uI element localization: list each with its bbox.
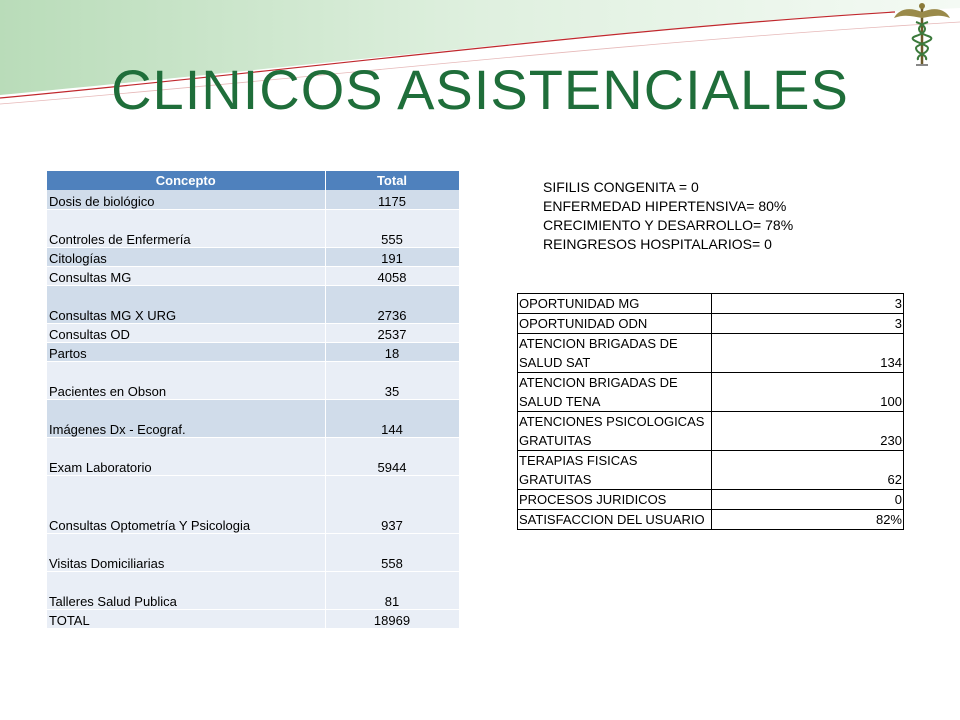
concepto-cell: Consultas MG bbox=[47, 266, 325, 285]
concepto-cell: Consultas OD bbox=[47, 323, 325, 342]
concepto-cell: Exam Laboratorio bbox=[47, 437, 325, 475]
table-row bbox=[47, 475, 459, 533]
column-header-total: Total bbox=[325, 171, 459, 190]
table-row bbox=[47, 361, 459, 399]
total-cell: 35 bbox=[325, 361, 459, 399]
note-line: CRECIMIENTO Y DESARROLLO= 78% bbox=[543, 217, 794, 233]
indicator-label: ATENCIONES PSICOLOGICAS GRATUITAS bbox=[518, 412, 712, 451]
services-table bbox=[47, 171, 460, 629]
table-row bbox=[518, 314, 904, 334]
total-cell: 18 bbox=[325, 342, 459, 361]
column-header-concepto: Concepto bbox=[47, 171, 325, 190]
concepto-cell: Consultas MG X URG bbox=[47, 285, 325, 323]
total-cell: 2537 bbox=[325, 323, 459, 342]
indicator-value: 0 bbox=[712, 490, 904, 510]
indicator-value: 230 bbox=[712, 412, 904, 451]
indicator-value: 134 bbox=[712, 334, 904, 373]
note-line: REINGRESOS HOSPITALARIOS= 0 bbox=[543, 236, 772, 252]
indicator-label: SATISFACCION DEL USUARIO bbox=[518, 510, 712, 530]
table-row bbox=[47, 571, 459, 609]
table-row bbox=[47, 190, 459, 209]
table-row bbox=[47, 266, 459, 285]
table-row bbox=[518, 510, 904, 530]
concepto-cell: Visitas Domiciliarias bbox=[47, 533, 325, 571]
page-title: CLINICOS ASISTENCIALES bbox=[111, 58, 849, 121]
table-row bbox=[47, 247, 459, 266]
table-header-row bbox=[47, 171, 459, 190]
concepto-cell: TOTAL bbox=[47, 609, 325, 628]
total-cell: 4058 bbox=[325, 266, 459, 285]
note-line: ENFERMEDAD HIPERTENSIVA= 80% bbox=[543, 198, 787, 214]
indicator-notes bbox=[543, 178, 793, 254]
table-row bbox=[47, 399, 459, 437]
total-cell: 937 bbox=[325, 475, 459, 533]
table-row bbox=[518, 334, 904, 373]
total-cell: 1175 bbox=[325, 190, 459, 209]
table-row bbox=[518, 490, 904, 510]
concepto-cell: Imágenes Dx - Ecograf. bbox=[47, 399, 325, 437]
table-row bbox=[47, 323, 459, 342]
total-cell: 558 bbox=[325, 533, 459, 571]
concepto-cell: Controles de Enfermería bbox=[47, 209, 325, 247]
table-row bbox=[518, 294, 904, 314]
table-row bbox=[47, 285, 459, 323]
table-row bbox=[518, 373, 904, 412]
note-line: SIFILIS CONGENITA = 0 bbox=[543, 179, 699, 195]
indicator-label: ATENCION BRIGADAS DE SALUD TENA bbox=[518, 373, 712, 412]
indicator-value: 62 bbox=[712, 451, 904, 490]
table-row bbox=[47, 533, 459, 571]
total-cell: 81 bbox=[325, 571, 459, 609]
total-cell: 191 bbox=[325, 247, 459, 266]
concepto-cell: Dosis de biológico bbox=[47, 190, 325, 209]
table-total-row bbox=[47, 609, 459, 628]
indicator-label: PROCESOS JURIDICOS bbox=[518, 490, 712, 510]
concepto-cell: Partos bbox=[47, 342, 325, 361]
concepto-cell: Pacientes en Obson bbox=[47, 361, 325, 399]
table-row bbox=[518, 451, 904, 490]
indicator-value: 3 bbox=[712, 314, 904, 334]
table-row bbox=[47, 437, 459, 475]
total-cell: 18969 bbox=[325, 609, 459, 628]
indicator-value: 3 bbox=[712, 294, 904, 314]
total-cell: 5944 bbox=[325, 437, 459, 475]
table-row bbox=[47, 342, 459, 361]
total-cell: 144 bbox=[325, 399, 459, 437]
indicator-label: ATENCION BRIGADAS DE SALUD SAT bbox=[518, 334, 712, 373]
table-row bbox=[47, 209, 459, 247]
indicators-table bbox=[517, 293, 904, 530]
concepto-cell: Citologías bbox=[47, 247, 325, 266]
concepto-cell: Consultas Optometría Y Psicologia bbox=[47, 475, 325, 533]
indicator-value: 82% bbox=[712, 510, 904, 530]
indicator-label: OPORTUNIDAD MG bbox=[518, 294, 712, 314]
table-row bbox=[518, 412, 904, 451]
indicator-label: OPORTUNIDAD ODN bbox=[518, 314, 712, 334]
indicator-value: 100 bbox=[712, 373, 904, 412]
total-cell: 2736 bbox=[325, 285, 459, 323]
total-cell: 555 bbox=[325, 209, 459, 247]
concepto-cell: Talleres Salud Publica bbox=[47, 571, 325, 609]
indicator-label: TERAPIAS FISICAS GRATUITAS bbox=[518, 451, 712, 490]
